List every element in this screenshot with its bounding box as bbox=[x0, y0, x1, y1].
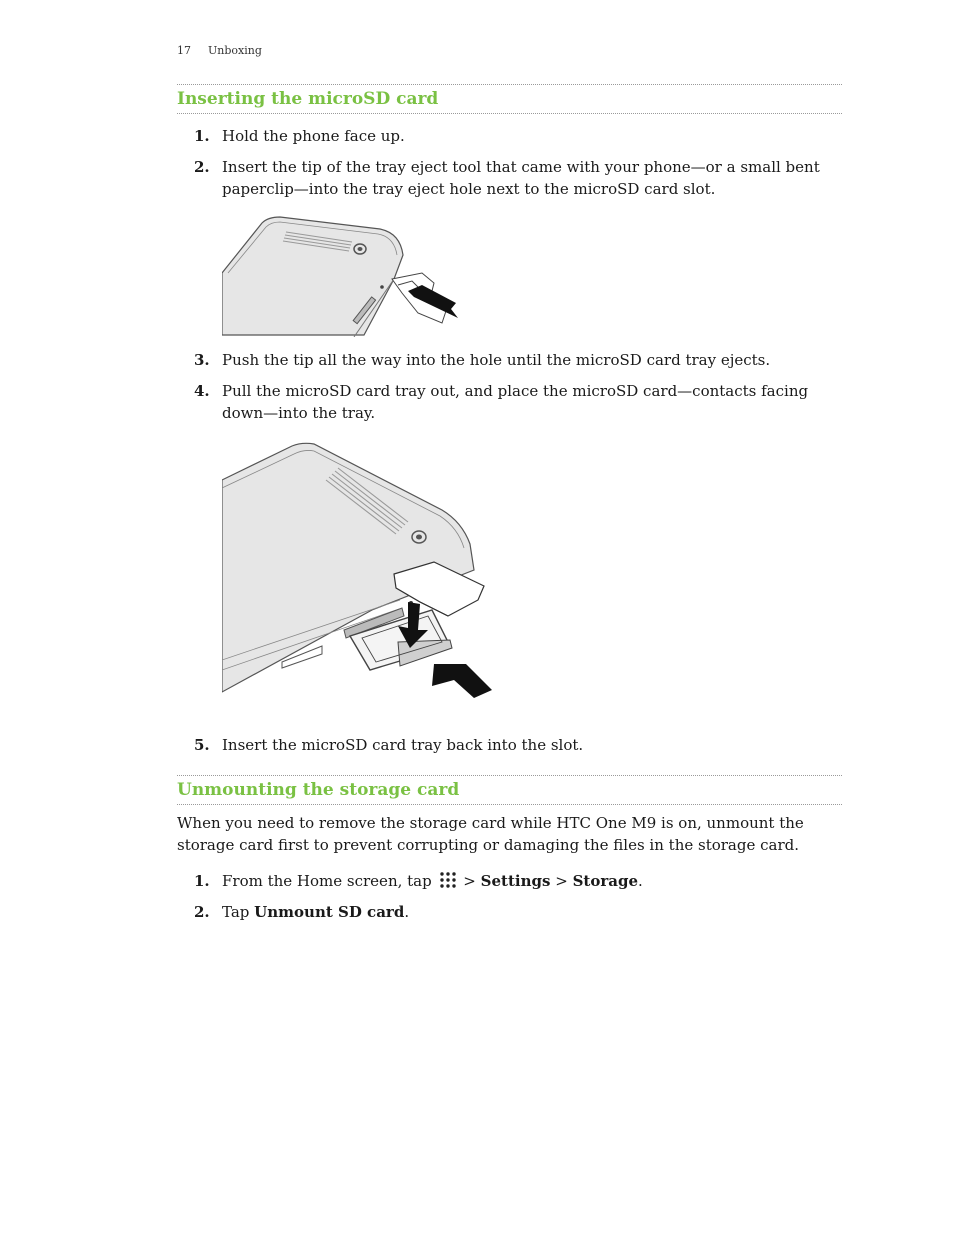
section-title: Unmounting the storage card bbox=[177, 780, 460, 800]
section-inserting-microsd bbox=[177, 84, 842, 114]
step-number: 3. bbox=[194, 351, 210, 369]
apps-grid-icon bbox=[439, 871, 457, 889]
step-number: 2. bbox=[194, 903, 210, 921]
period: . bbox=[637, 872, 643, 890]
step-number: 1. bbox=[194, 872, 210, 890]
section-rule-bottom bbox=[177, 113, 842, 114]
step-prefix: From the Home screen, tap bbox=[222, 872, 432, 890]
section-rule-bottom bbox=[177, 804, 842, 805]
step-prefix: Tap bbox=[222, 903, 250, 921]
step-number: 5. bbox=[194, 736, 210, 754]
step-text: Insert the microSD card tray back into the slot. bbox=[222, 736, 584, 754]
section-rule-top bbox=[177, 775, 842, 776]
separator: > bbox=[463, 872, 476, 890]
step-text: Hold the phone face up. bbox=[222, 127, 405, 145]
chapter-name: Unboxing bbox=[208, 44, 262, 57]
section-rule-top bbox=[177, 84, 842, 85]
unmount-sd-card-label: Unmount SD card bbox=[254, 903, 405, 921]
section-title: Inserting the microSD card bbox=[177, 89, 439, 109]
step-number: 4. bbox=[194, 382, 210, 400]
step-text bbox=[222, 870, 839, 892]
period: . bbox=[404, 903, 410, 921]
section-unmounting-storage bbox=[177, 775, 842, 805]
microsd-tray-illustration bbox=[222, 440, 494, 700]
storage-label: Storage bbox=[572, 872, 638, 890]
phone-eject-tool-illustration bbox=[222, 215, 462, 337]
running-header bbox=[177, 44, 262, 57]
step-text: Pull the microSD card tray out, and place the microSD card—contacts facing down—into the tray. bbox=[222, 382, 809, 422]
step-text bbox=[222, 901, 839, 923]
step-number: 1. bbox=[194, 127, 210, 145]
page-number: 17 bbox=[177, 44, 191, 57]
step-text: Insert the tip of the tray eject tool that came with your phone—or a small bent paperclip—into the tray eject hole next to the microSD card slot. bbox=[222, 158, 820, 198]
settings-label: Settings bbox=[480, 872, 551, 890]
separator: > bbox=[555, 872, 568, 890]
step-text: Push the tip all the way into the hole until the microSD card tray ejects. bbox=[222, 351, 771, 369]
unmount-intro: When you need to remove the storage card while HTC One M9 is on, unmount the storage card first to prevent corrupting or damaging the files in the storage card. bbox=[177, 814, 804, 854]
step-number: 2. bbox=[194, 158, 210, 176]
